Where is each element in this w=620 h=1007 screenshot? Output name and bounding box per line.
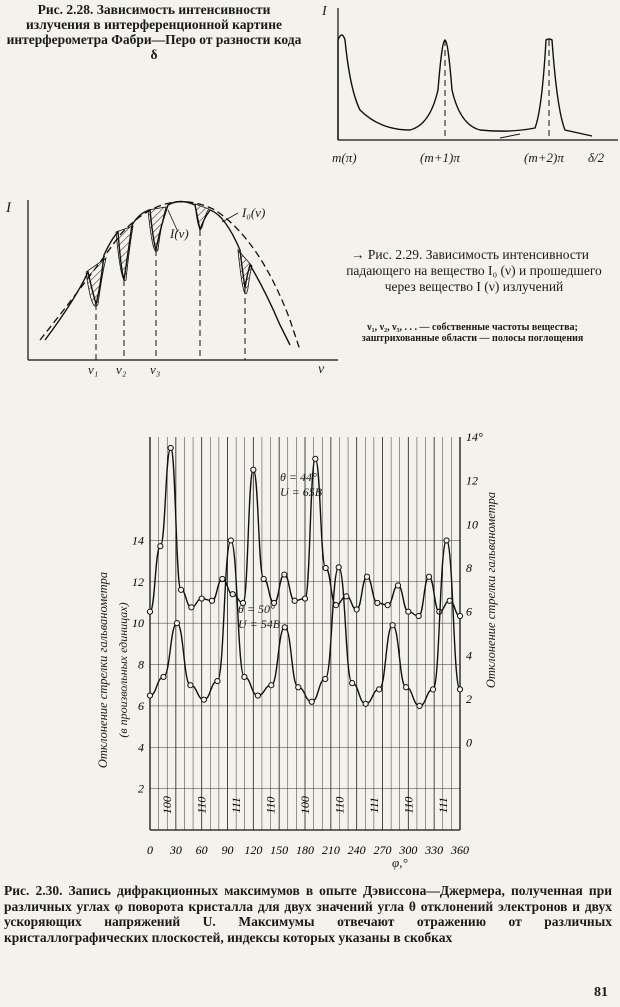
x-tick-label: 240 <box>347 843 366 857</box>
fig229-incident-label: I₀(ν) <box>242 205 266 220</box>
series-point-0 <box>323 565 328 570</box>
series-point-0 <box>220 576 225 581</box>
fig228-tick-1: (m+1)π <box>420 150 460 165</box>
series-point-1 <box>336 565 341 570</box>
series-point-0 <box>395 583 400 588</box>
series-point-0 <box>178 587 183 592</box>
fig229-band-3 <box>148 207 166 252</box>
fig230-upper-U: U = 65B <box>280 485 323 499</box>
series-point-1 <box>147 693 152 698</box>
series-point-1 <box>390 623 395 628</box>
series-point-0 <box>189 605 194 610</box>
figure-2-29-plot <box>0 180 340 385</box>
series-point-0 <box>209 598 214 603</box>
series-point-0 <box>385 603 390 608</box>
fig229-incident-curve <box>40 202 300 350</box>
series-point-0 <box>261 576 266 581</box>
fig230-lower-U: U = 54B <box>238 617 281 631</box>
miller-index-label: 111 <box>435 797 450 814</box>
series-point-1 <box>430 687 435 692</box>
left-tick-label: 10 <box>132 616 144 631</box>
right-tick-label: 12 <box>466 473 478 488</box>
series-point-1 <box>444 538 449 543</box>
series-point-1 <box>228 538 233 543</box>
fig228-arrow <box>500 134 520 138</box>
series-point-0 <box>333 603 338 608</box>
series-point-0 <box>158 544 163 549</box>
fig230-left-axis-label: Отклонение стрелки гальванометра <box>96 571 110 769</box>
fig229-band-1 <box>86 258 106 306</box>
fig228-tick-0: m(π) <box>332 150 357 165</box>
x-tick-label: 270 <box>373 843 392 857</box>
fig229-tick-3: ν₃ <box>150 362 161 377</box>
series-point-0 <box>344 594 349 599</box>
series-point-1 <box>201 697 206 702</box>
figure-2-28-plot <box>300 0 620 175</box>
fig230-left-axis-label-box <box>96 540 118 800</box>
left-tick-label: 6 <box>138 698 144 713</box>
left-tick-label: 12 <box>132 574 144 589</box>
series-point-1 <box>323 676 328 681</box>
x-tick-label: 150 <box>270 843 289 857</box>
series-point-0 <box>375 600 380 605</box>
x-tick-label: 0 <box>147 843 153 857</box>
fig230-upper-theta: θ = 44° <box>280 470 317 484</box>
right-tick-label: 4 <box>466 648 472 663</box>
fig228-tick-2: (m+2)π <box>524 150 564 165</box>
series-point-0 <box>457 613 462 618</box>
series-point-0 <box>147 609 152 614</box>
page-number: 81 <box>594 985 608 1000</box>
fig229-tick-1: ν₁ <box>88 362 99 377</box>
series-point-1 <box>161 674 166 679</box>
figure-2-30-caption: Рис. 2.30. Запись дифракционных максимумов в опыте Дэвиссона—Джермера, полученная при различных углах φ поворота кристалла для двух значений угла θ отклонений электронов и двух ускоряющих напряжений U. Максимумы отвечают отражению от различных кристаллографических плоскостей, индексы которых указаны в скобках <box>4 883 612 945</box>
left-tick-label: 4 <box>138 740 144 755</box>
figure-2-29-caption <box>338 247 610 295</box>
series-point-1 <box>296 685 301 690</box>
right-tick-label: 0 <box>466 735 472 750</box>
right-tick-label: 2 <box>466 692 472 706</box>
series-point-1 <box>377 687 382 692</box>
fig229-tick-2: ν₂ <box>116 362 127 377</box>
series-point-1 <box>403 685 408 690</box>
series-point-1 <box>188 683 193 688</box>
right-tick-label: 10 <box>466 517 478 532</box>
fig230-lower-theta: θ = 50° <box>238 602 275 616</box>
fig229-x-label: ν <box>318 362 325 377</box>
fig230-x-label: φ,° <box>392 855 408 870</box>
series-point-1 <box>269 683 274 688</box>
x-tick-label: 180 <box>296 843 314 857</box>
x-tick-label: 330 <box>425 843 444 857</box>
fig229-caption-arrow: → <box>351 247 365 262</box>
fig228-x-label: δ/2 <box>588 150 605 165</box>
x-tick-label: 30 <box>169 843 182 857</box>
series-point-1 <box>242 674 247 679</box>
series-point-0 <box>302 596 307 601</box>
x-tick-label: 210 <box>321 843 340 857</box>
figure-2-29-subcaption: ν₁, ν₂, ν₃, . . . — собственные частоты вещества; заштрихованные области — полосы поглощения <box>361 322 584 344</box>
fig230-left-axis-sublabel-box <box>116 570 134 770</box>
series-point-0 <box>292 598 297 603</box>
miller-index-label: 110 <box>332 796 347 814</box>
miller-index-label: 100 <box>160 796 175 815</box>
fig228-y-label: I <box>322 4 327 19</box>
right-tick-label: 6 <box>466 604 472 619</box>
series-point-0 <box>354 607 359 612</box>
x-tick-label: 360 <box>451 843 469 857</box>
fig228-curve <box>338 35 592 140</box>
series-point-0 <box>313 456 318 461</box>
series-point-0 <box>364 574 369 579</box>
miller-index-label: 110 <box>401 796 416 814</box>
fig229-caption-text: Рис. 2.29. Зависимость интенсивности падающего на вещество I₀ (ν) и прошедшего через вещество I (ν) излучений <box>346 247 602 294</box>
miller-index-label: 111 <box>366 797 381 814</box>
left-tick-label: 8 <box>138 657 144 672</box>
fig229-transmitted-curve <box>45 202 290 346</box>
fig229-band-4 <box>195 204 209 229</box>
x-tick-label: 120 <box>244 843 263 857</box>
series-point-1 <box>215 678 220 683</box>
series-point-0 <box>282 572 287 577</box>
series-point-0 <box>426 574 431 579</box>
series-point-0 <box>251 467 256 472</box>
fig230-left-axis-sublabel: (в произвольных единицах) <box>116 602 130 738</box>
series-point-0 <box>447 598 452 603</box>
fig229-y-label: I <box>6 200 11 216</box>
series-point-1 <box>309 699 314 704</box>
fig229-band-5 <box>238 250 252 294</box>
miller-index-label: 111 <box>229 797 244 814</box>
series-point-0 <box>199 596 204 601</box>
fig230-miller-indices <box>160 796 450 814</box>
series-point-1 <box>255 693 260 698</box>
x-tick-label: 60 <box>195 843 208 857</box>
series-point-1 <box>282 625 287 630</box>
series-point-1 <box>363 701 368 706</box>
series-point-1 <box>350 681 355 686</box>
left-tick-label: 2 <box>138 781 144 796</box>
fig230-right-axis-label: Отклонение стрелки гальванометра <box>484 491 498 689</box>
miller-index-label: 100 <box>298 796 312 815</box>
series-point-1 <box>457 687 462 692</box>
series-point-0 <box>230 592 235 597</box>
series-point-0 <box>168 445 173 450</box>
series-point-0 <box>406 609 411 614</box>
right-tick-label: 14° <box>466 430 483 444</box>
fig229-transmitted-label: I(ν) <box>170 226 189 241</box>
fig230-right-axis-label-box <box>484 440 502 740</box>
figure-2-28-caption: Рис. 2.28. Зависимость интенсивности излучения в интерференционной картине интерферометра Фабри—Перо от разности кода δ <box>6 2 302 62</box>
series-point-1 <box>417 703 422 708</box>
miller-index-label: 110 <box>263 796 278 814</box>
series-point-1 <box>174 621 179 626</box>
fig229-band-2 <box>116 226 133 280</box>
x-tick-label: 300 <box>399 843 418 857</box>
series-point-0 <box>416 613 421 618</box>
x-tick-label: 90 <box>221 843 234 857</box>
right-tick-label: 8 <box>466 561 472 575</box>
miller-index-label: 110 <box>194 796 209 814</box>
left-tick-label: 14 <box>132 533 144 548</box>
